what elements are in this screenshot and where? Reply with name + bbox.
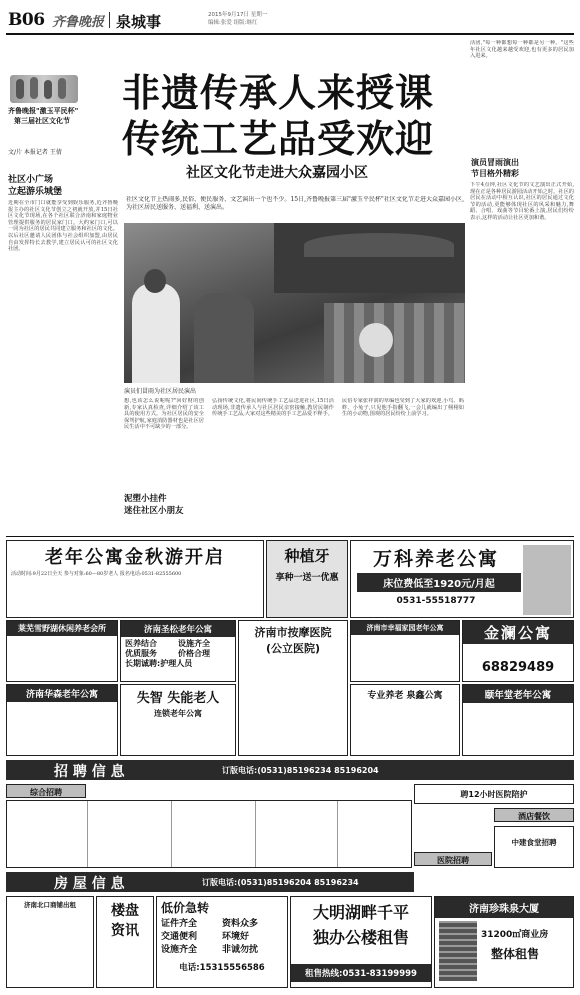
ad-low-price-title: 低价急转 xyxy=(161,901,210,915)
ad-zhenzhu xyxy=(434,896,574,988)
ad-hospital-label xyxy=(414,852,492,866)
photo-caption: 演员们冒雨为社区居民演出 xyxy=(124,388,197,395)
ad-wanke-title: 万科养老公寓 xyxy=(372,548,499,570)
ad-dementia-title: 失智 失能老人 xyxy=(136,691,220,706)
right-body-text: 下午4点钟,社区文化节的文艺演出正式开始,现在正是各种居民游园活动开始之时。社区的居民在活动中相互认识,社区的居民通过文化节的活动,更能够体现社区的风采和魅力,舞蹈、合唱、戏曲等节目轮番上演,居民们纷纷表示,这样的活动让社区更加和谐。 xyxy=(470,182,574,221)
ad-zhenzhu-title: 济南珍珠泉大厦 xyxy=(435,897,573,918)
byline: 文/片 本报记者 王倩 xyxy=(8,149,62,156)
ad-low-price-item: 环境好 xyxy=(222,932,250,942)
logo-line-1: 齐鲁晚报"激玉平民杯" xyxy=(8,107,79,115)
ad-jinlan-title: 金澜公寓 xyxy=(463,621,573,644)
right-subhead-1: 演员冒雨演出 xyxy=(471,158,519,167)
ad-low-price-item: 资料众多 xyxy=(222,919,259,929)
recruit-listings-1 xyxy=(6,800,412,868)
mid-column-3: 民俗专家张祥润的草编也受到了大家的欢迎,小鸟、蚂蚱、小兔子,只见他手指翻飞,一会儿就编出了栩栩如生的小动物,围观的居民纷纷上前学习。 xyxy=(342,398,464,418)
date-line: 2015年9月17日 星期一 xyxy=(208,12,268,18)
headline-subtitle: 社区文化节走进大众嘉园小区 xyxy=(186,165,368,181)
ad-quanxin-title: 专业养老 泉鑫公寓 xyxy=(367,691,443,701)
ad-low-price-item: 证件齐全 xyxy=(161,919,198,929)
mid-column-1: 想,也该怎么说呢呢?"回好财的创新,专家认真检查,详细介绍了该工具的使用方式。为社区居民的安全保驾护航,家庭消防器材也是社区居民生活中不可缺少的一部分。 xyxy=(124,398,204,431)
recruit-phone: 订版电话:(0531)85196234 85196204 xyxy=(222,766,379,775)
ad-jinlan xyxy=(462,620,574,682)
ad-jinlan-phone: 68829489 xyxy=(481,660,555,675)
header-divider xyxy=(109,12,110,28)
ad-autumn-tour xyxy=(6,540,264,618)
ad-north-shops xyxy=(6,896,94,988)
ad-hospital-care-title: 聘12小时医院陪护 xyxy=(460,790,528,799)
ad-hospital-text: 医院招聘 xyxy=(437,856,469,865)
recruit-band xyxy=(6,760,574,780)
ad-dementia xyxy=(120,684,236,756)
ad-shengsong-item: 医养结合 xyxy=(125,639,157,648)
event-photo xyxy=(124,223,465,383)
ad-zhenzhu-building xyxy=(439,921,477,981)
ad-wanke-phone: 0531-55518777 xyxy=(396,596,476,606)
section-name: 泉城事 xyxy=(116,13,162,31)
ad-hotel-text: 酒店餐饮 xyxy=(518,812,550,821)
ad-massage-title: 济南市按摩医院 xyxy=(254,626,332,639)
right-top-text: 活团,"每一种都想每一种都是另一种。"这些年社区文化越来越受欢迎,也有更多的居民加入进来。 xyxy=(470,40,574,60)
ad-zhenzhu-area: 31200㎡商业房 xyxy=(481,930,549,940)
ad-wanke-tags xyxy=(523,545,571,615)
ad-massage-hospital xyxy=(238,620,348,756)
right-subhead-2: 节目格外精彩 xyxy=(471,169,519,178)
page-number: B06 xyxy=(8,10,45,30)
ad-autumn-title: 老年公寓金秋游开启 xyxy=(45,547,225,568)
ad-low-price-item: 设施齐全 xyxy=(161,945,198,955)
ad-huasen-title: 济南华森老年公寓 xyxy=(7,685,117,702)
ad-dementia-sub: 连锁老年公寓 xyxy=(154,709,202,718)
ad-hotel-label xyxy=(494,808,574,822)
ad-dental-sub: 享种一送一优惠 xyxy=(275,573,339,583)
ad-xingfu xyxy=(350,620,460,682)
mid-subhead-2: 迷住社区小朋友 xyxy=(124,506,184,516)
ad-daming-phone: 租售热线:0531-83199999 xyxy=(291,964,431,982)
ad-shengsong xyxy=(120,620,236,682)
recruit-title: 招 聘 信 息 xyxy=(54,764,125,780)
ad-property-news-title: 楼盘资讯 xyxy=(111,903,139,939)
ad-zhenzhu-sub: 整体租售 xyxy=(491,947,540,961)
ad-yinian-title: 颐年堂老年公寓 xyxy=(463,685,573,703)
housing-title: 房 屋 信 息 xyxy=(54,876,125,892)
ad-daming-lake xyxy=(290,896,432,988)
ad-property-news xyxy=(96,896,154,988)
ad-shengsong-item: 价格合理 xyxy=(178,649,210,658)
ad-canteen xyxy=(494,826,574,868)
ad-daming-title: 大明湖畔千平 xyxy=(312,903,409,922)
ad-massage-sub: (公立医院) xyxy=(265,642,321,655)
ad-low-price-item: 非诚勿扰 xyxy=(222,945,259,955)
headline-line-2: 传统工艺品受欢迎 xyxy=(122,117,435,161)
paper-name: 齐鲁晚报 xyxy=(52,15,105,30)
housing-phone: 订版电话:(0531)85196204 85196234 xyxy=(202,878,359,887)
ad-xingfu-title: 济南市幸福家园老年公寓 xyxy=(351,621,459,635)
ad-shengsong-item: 优质服务 xyxy=(125,649,157,658)
left-subhead-2: 立起游乐城堡 xyxy=(8,187,63,197)
ad-shengsong-item: 设施齐全 xyxy=(178,639,210,648)
ad-shengsong-title: 济南圣松老年公寓 xyxy=(121,621,235,637)
header-rule xyxy=(6,33,574,35)
ad-laiwu-title: 莱芜雪野湖休闲养老会所 xyxy=(7,621,117,636)
ad-wanke-price: 床位费低至1920元/月起 xyxy=(357,573,521,592)
ad-shengsong-item: 长期诚聘:护理人员 xyxy=(125,659,193,668)
ad-yinian xyxy=(462,684,574,756)
headline-line-1: 非遗传承人来授课 xyxy=(122,71,435,115)
housing-band xyxy=(6,872,414,892)
ad-daming-sub: 独办公楼租售 xyxy=(312,928,409,947)
ad-hospital-care xyxy=(414,784,574,804)
editor-line: 编辑:张爱 组版:继红 xyxy=(208,20,258,26)
ad-wanke xyxy=(350,540,574,618)
ad-canteen-title: 中建食堂招聘 xyxy=(511,838,557,847)
ad-autumn-text: 活动时间:9月22日全天 参与对象:60—80岁老人 报名电话:0531-82555600 xyxy=(11,571,182,577)
ad-low-price-item: 交通便利 xyxy=(161,932,198,942)
logo-line-2: 第三届社区文化节 xyxy=(14,117,70,125)
ad-north-shops-title: 济南北口商铺出租 xyxy=(24,901,76,909)
mid-column-2: 弘扬传统文化,将民间传统手工艺品送进社区,15日活动现场,非遗传承人与社区居民亲密接触,教居民制作传统手工艺品,大家对这些精美的手工艺品爱不释手。 xyxy=(212,398,334,418)
ad-quanxin xyxy=(350,684,460,756)
lead-paragraph: 社区文化节上热闹多,民俗、便民服务、文艺演出一个也不少。15日,齐鲁晚报第三届"激玉平民杯"社区文化节走进大众嘉园小区,为社区居民送服务、送福利、送演出。 xyxy=(126,196,464,211)
recruit-general-text: 综合招聘 xyxy=(30,788,62,797)
ad-laiwu xyxy=(6,620,118,682)
ad-low-price-phone: 电话:15315556586 xyxy=(179,963,265,973)
mid-subhead-1: 泥塑小挂件 xyxy=(124,494,167,504)
article-end-rule xyxy=(6,536,574,537)
recruit-general-label xyxy=(6,784,86,798)
ad-dental-implant xyxy=(266,540,348,618)
ad-dental-title: 种植牙 xyxy=(284,547,330,565)
left-subhead-1: 社区小广场 xyxy=(8,175,54,185)
ad-low-price xyxy=(156,896,288,988)
left-body-text: 近期在全市门口就能享受到娱乐服务,近齐鲁晚报主办的社区文化节创立之初就开放,并15日社区文化节现场,在各个社区联合济南和家庭物业管理提供服务的居民家门口。大约家门口,可以一同为社区的居民共同建立服务和社区的文化。以后社区邀请人民团体与社会组织加盟,由居民自由发挥特长去教学,建立居民认可的社区文化社团。 xyxy=(8,200,118,253)
ad-huasen xyxy=(6,684,118,756)
festival-logo xyxy=(10,75,78,103)
